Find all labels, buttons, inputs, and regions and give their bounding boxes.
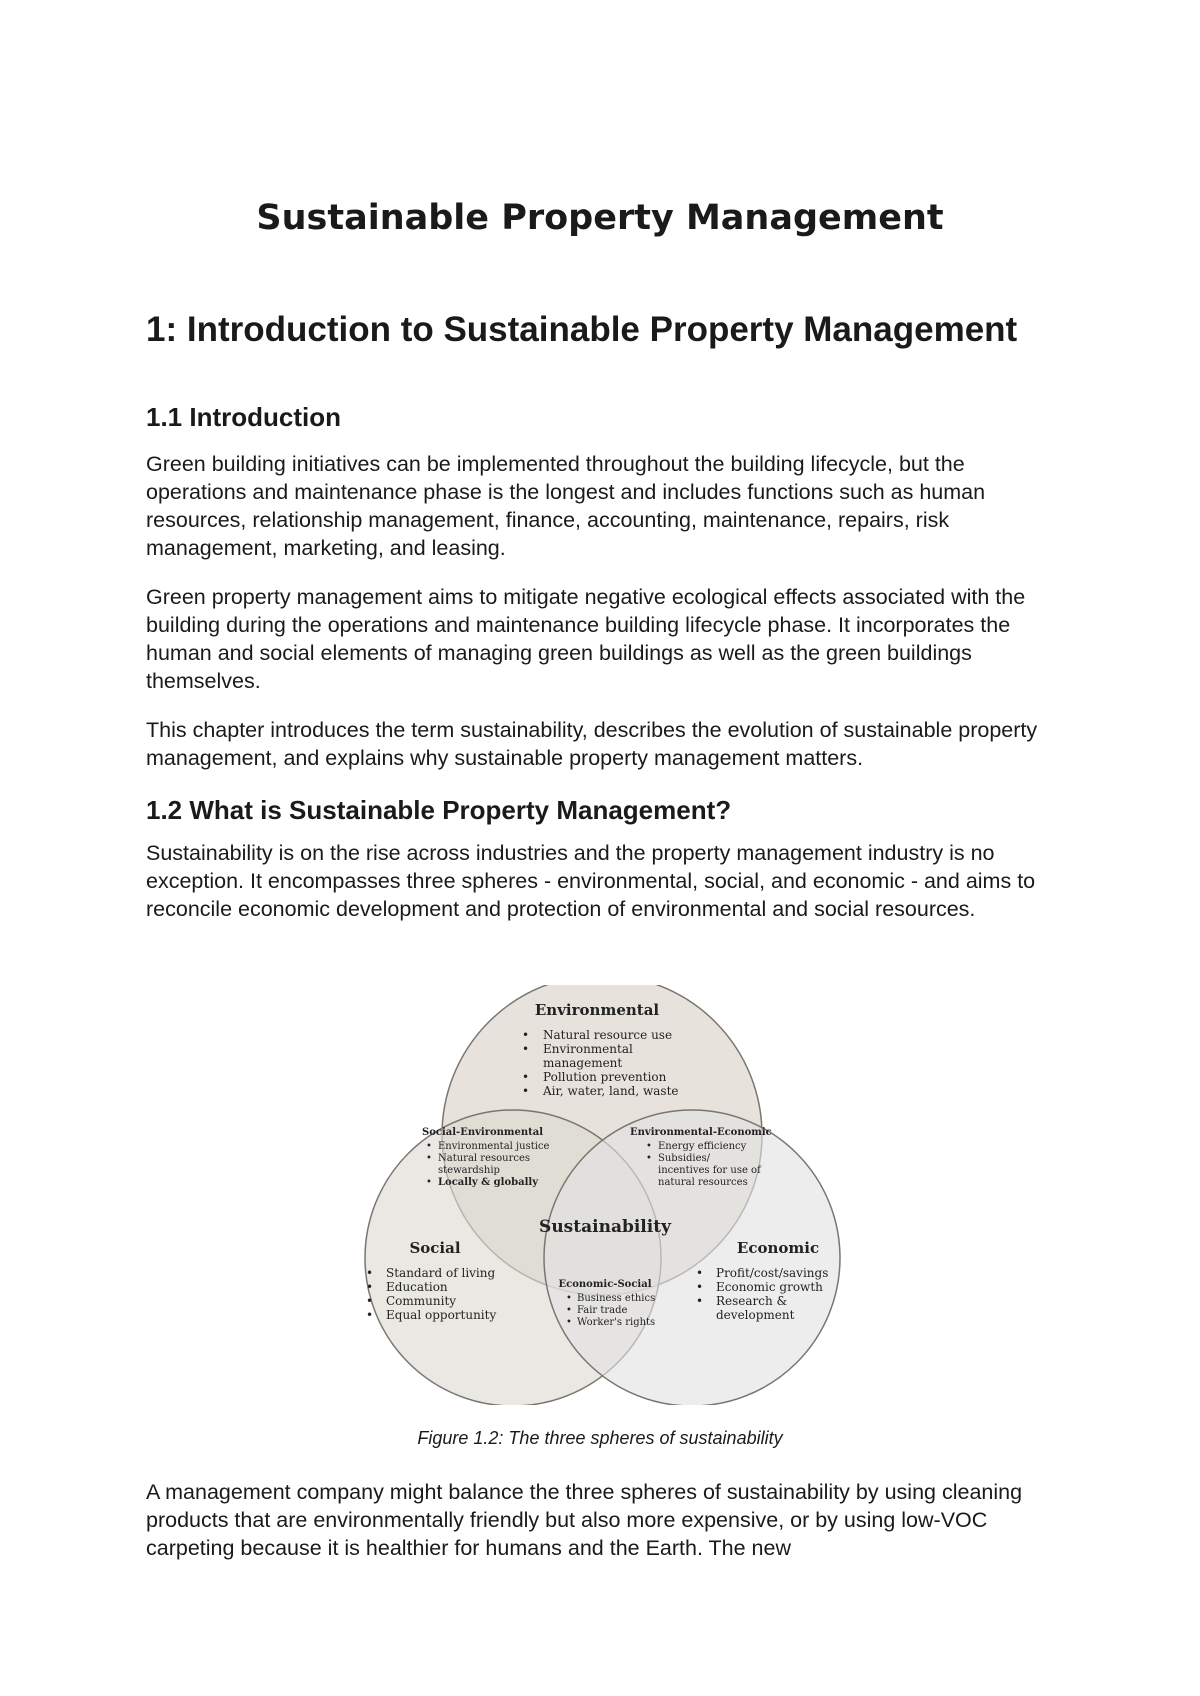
bullet: • — [522, 1028, 530, 1042]
paragraph: A management company might balance the three spheres of sustainability by using cleaning products that are environmentally friendly but also more expensive, or by using low-VOC carpeting because it is healthier for humans and the Earth. The new — [146, 1480, 1023, 1560]
environmental-title: Environmental — [534, 1001, 660, 1019]
bullet: • — [566, 1305, 572, 1316]
environmental-economic-item: incentives for use of — [658, 1165, 761, 1176]
bullet: • — [696, 1280, 704, 1294]
bullet: • — [522, 1042, 530, 1056]
economic-social-item: Business ethics — [577, 1293, 656, 1304]
social-item: Community — [386, 1294, 457, 1308]
paragraph: Green property management aims to mitigate negative ecological effects associated with the building during the operations and maintenance building lifecycle phase. It incorporates the human and social elements of managing green buildings as well as the green buildings themselves. — [146, 585, 1026, 693]
bullet: • — [426, 1141, 432, 1152]
bullet: • — [426, 1153, 432, 1164]
bullet: • — [566, 1317, 572, 1328]
economic-item: Research & — [716, 1294, 788, 1308]
bullet: • — [366, 1308, 374, 1322]
paragraph: Green building initiatives can be implemented throughout the building lifecycle, but the operations and maintenance phase is the longest and includes functions such as human resources, relationship management, finance, accounting, maintenance, repairs, risk management, marketing, and leasing. — [146, 452, 986, 560]
bullet: • — [366, 1294, 374, 1308]
social-environmental-item: Natural resources — [438, 1153, 531, 1164]
social-environmental-item: Locally & globally — [438, 1177, 539, 1188]
social-title: Social — [409, 1239, 461, 1257]
environmental-item: management — [543, 1056, 623, 1070]
environmental-economic-title: Environmental-Economic — [630, 1127, 772, 1138]
economic-item: Economic growth — [716, 1280, 823, 1294]
section-heading-1-2: 1.2 What is Sustainable Property Management? — [146, 795, 732, 825]
economic-social-item: Worker's rights — [577, 1317, 656, 1328]
economic-social-item: Fair trade — [577, 1305, 628, 1316]
social-environmental-item: stewardship — [438, 1165, 500, 1176]
social-item: Equal opportunity — [386, 1308, 497, 1322]
social-environmental-title: Social-Environmental — [422, 1127, 544, 1138]
bullet: • — [366, 1266, 374, 1280]
bullet: • — [696, 1294, 704, 1308]
section-heading-1-1: 1.1 Introduction — [146, 402, 341, 432]
sustainability-venn-diagram — [330, 985, 880, 1405]
economic-item: Profit/cost/savings — [716, 1266, 829, 1280]
economic-social-title: Economic-Social — [558, 1279, 652, 1290]
paragraph: This chapter introduces the term sustainability, describes the evolution of sustainable property management, and explains why sustainable property management matters. — [146, 718, 1038, 770]
document-title: Sustainable Property Management — [256, 198, 944, 238]
environmental-item: Air, water, land, waste — [543, 1084, 679, 1098]
environmental-economic-item: natural resources — [658, 1177, 748, 1188]
bullet: • — [646, 1141, 652, 1152]
environmental-economic-item: Subsidies/ — [658, 1153, 711, 1164]
chapter-heading: 1: Introduction to Sustainable Property Management — [146, 310, 1018, 349]
environmental-economic-item: Energy efficiency — [658, 1141, 747, 1152]
bullet: • — [522, 1070, 530, 1084]
figure-caption: Figure 1.2: The three spheres of sustainability — [417, 1428, 783, 1448]
social-item: Education — [386, 1280, 448, 1294]
bullet: • — [426, 1177, 432, 1188]
paragraph: Sustainability is on the rise across industries and the property management industry is no exception. It encompasses three spheres - environmental, social, and economic - and aims to reconcile economic development and protection of environmental and social resources. — [146, 841, 1036, 921]
bullet: • — [366, 1280, 374, 1294]
economic-title: Economic — [736, 1239, 820, 1257]
environmental-item: Environmental — [543, 1042, 633, 1056]
venn-svg — [330, 985, 880, 1405]
environmental-item: Pollution prevention — [543, 1070, 667, 1084]
bullet: • — [522, 1084, 530, 1098]
social-environmental-item: Environmental justice — [438, 1141, 550, 1152]
sustainability-center-label: Sustainability — [539, 1217, 671, 1237]
social-item: Standard of living — [386, 1266, 496, 1280]
bullet: • — [646, 1153, 652, 1164]
environmental-item: Natural resource use — [543, 1028, 673, 1042]
bullet: • — [566, 1293, 572, 1304]
economic-item: development — [716, 1308, 795, 1322]
bullet: • — [696, 1266, 704, 1280]
